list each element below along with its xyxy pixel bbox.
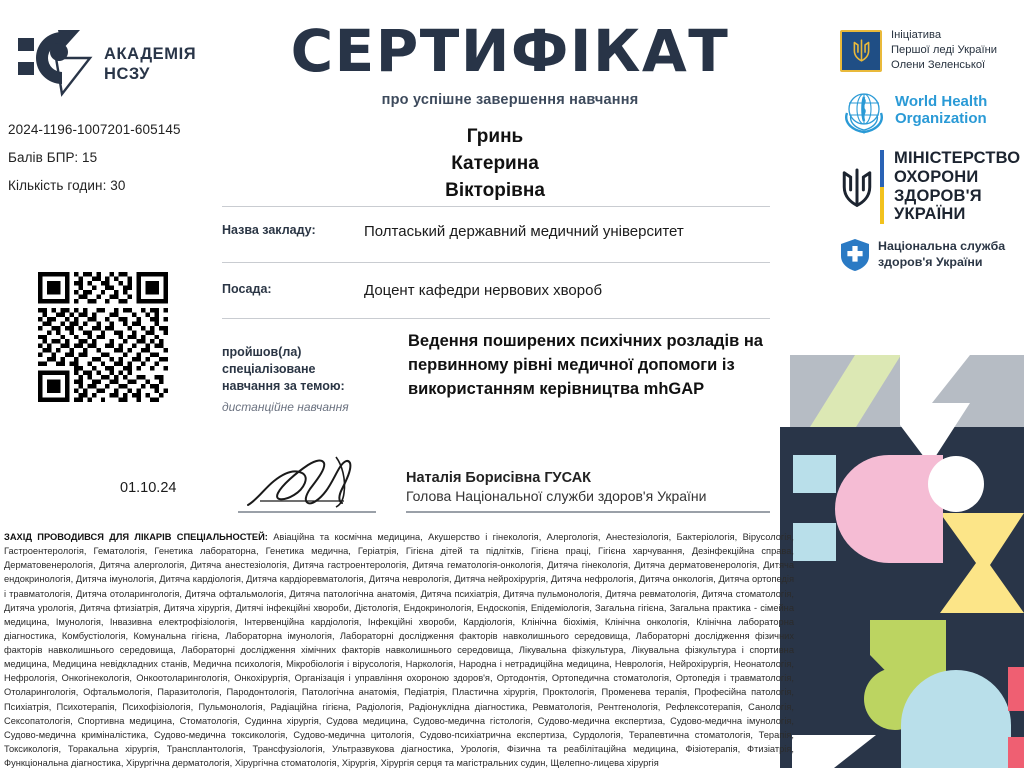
row-institution (222, 222, 782, 242)
row-institution-label: Назва закладу: (222, 223, 316, 237)
logo-moz-line-3: ЗДОРОВ'Я (894, 186, 982, 205)
logo-first-lady-line-1: Ініціатива (891, 29, 942, 41)
topic-value: Ведення поширених психічних розладів на первинному рівні медичної допомоги із використанням керівництва mhGAP (408, 332, 763, 398)
specialties-heading: ЗАХІД ПРОВОДИВСЯ ДЛЯ ЛІКАРІВ СПЕЦІАЛЬНОСТЕЙ: (4, 532, 268, 542)
artwork-white-circle (928, 456, 984, 512)
divider-2 (222, 262, 770, 263)
logo-moz-text (894, 149, 1020, 224)
logo-who-line-2: Organization (895, 110, 987, 127)
moz-flag-divider (880, 150, 884, 224)
recipient-first-name: Катерина (451, 152, 539, 174)
logo-moz-line-4: УКРАЇНИ (894, 205, 966, 224)
tryzub-emblem-icon (840, 30, 882, 72)
academy-mark-icon (18, 28, 96, 98)
certificate-meta (8, 122, 258, 206)
row-institution-value: Полтаський державний медичний університет (364, 223, 684, 240)
specialties-footer (4, 530, 794, 770)
topic-note: дистанційне навчання (222, 400, 349, 415)
recipient-patronymic: Вікторівна (445, 179, 545, 201)
divider-1 (222, 206, 770, 207)
logo-nszu-line-1: Національна служба (878, 239, 1006, 254)
logo-who-text (895, 94, 987, 128)
row-position (222, 281, 782, 301)
qr-code[interactable] (38, 272, 168, 402)
row-position-value: Доцент кафедри нервових хвороб (364, 282, 603, 299)
logo-who-line-1: World Health (895, 93, 988, 111)
artwork-blue-square-1 (793, 455, 836, 493)
signer-role: Голова Національної служби здоров'я України (406, 488, 707, 504)
topic-label-text: пройшов(ла) спеціалізоване навчання за темою: (222, 345, 345, 393)
recipient-name (380, 124, 610, 205)
issue-date: 01.10.24 (120, 480, 177, 496)
academy-logo (18, 28, 197, 100)
artwork-blue-square-2 (793, 523, 836, 561)
academy-line-1: АКАДЕМІЯ (104, 45, 197, 63)
bpr-points: Балів БПР: 15 (8, 150, 98, 165)
moz-tryzub-icon (840, 167, 874, 207)
signature-rule-right (406, 511, 770, 513)
logo-first-lady-initiative (840, 28, 1020, 73)
row-position-label: Посада: (222, 282, 272, 296)
partner-logos (840, 28, 1020, 286)
logo-nszu-text (878, 239, 1005, 271)
logo-nszu (840, 238, 1020, 272)
recipient-last-name: Гринь (466, 126, 524, 147)
decorative-artwork (780, 355, 1024, 768)
logo-moz-line-2: ОХОРОНИ (894, 167, 979, 186)
specialties-list: Авіаційна та космічна медицина, Акушерство і гінекологія, Алергологія, Анестезіологія, Бактеріологія, Вірусологія, Гастроентерологія, Гематологія, Генетика лабораторна, Генетика медична, Геріатрія, Гігієна дітей та підлітків, Гігієна праці, Гігієна харчування, Дезінфекційна справа, Дерматовенерологія, Дитяча алергологія, Дитяча анестезіологія, Дитяча гастроентерологія, Дитяча гематологія-онкологія, Дитяча гінекологія, Дитяча дерматовенерологія, Дитяча ендокринологія, Дитяча імунологія, Дитяча кардіологія, Дитяча кардіоревматологія, Дитяча неврологія, Дитяча нейрохірургія, Дитяча нефрологія, Дитяча онкологія, Дитяча ортопедія і травматологія, Дитяча отоларингологія, Дитяча офтальмологія, Дитяча патологічна анатомія, Дитяча психіатрія, Дитяча пульмонологія, Дитяча ревматологія, Дитяча стоматологія, Дитяча урологія, Дитяча фтизіатрія, Дитяча хірургія, Дитячі інфекційні хвороби, Дієтологія, Ендокринологія, Ендоскопія, Епідеміологія, Загальна гігієна, Загальна практика - сімейна медицина, Імунологія, Інвазивна електрофізіологія, Інтервенційна кардіологія, Інфекційні хвороби, Кардіологія, Клінічна біохімія, Клінічна онкологія, Клінічна лабораторна діагностика, Комбустіологія, Комунальна гігієна, Лабораторна імунологія, Лабораторні дослідження факторів навколишнього середовища, Лабораторні дослідження фізичних факторів навколишнього середовища, Лабораторні дослідження хімічних факторів навколишнього середовища, Лікувальна фізкультура, Лікувальна фізкультура і спортивна медицина, Медицина невідкладних станів, Медична психологія, Мікробіологія і вірусологія, Наркологія, Народна і нетрадиційна медицина, Неврологія, Нейрохірургія, Неонатологія, Нефрологія, Онкогінекологія, Онкоотоларингологія, Онкохірургія, Організація і управління охороною здоров'я, Ортодонтія, Ортопедична стоматологія, Ортопедія і травматологія, Отоларингологія, Офтальмологія, Паразитологія, Пародонтологія, Патологічна анатомія, Педіатрія, Пластична хірургія, Проктологія, Променева терапія, Професійна патологія, Психіатрія, Психотерапія, Психофізіологія, Пульмонологія, Радіаційна гігієна, Радіологія, Радіонуклідна діагностика, Ревматологія, Рентгенологія, Рефлексотерапія, Санологія, Сексопатологія, Спортивна медицина, Стоматологія, Судинна хірургія, Судова медицина, Судово-медична гістологія, Судово-медична експертиза, Судово-медична імунологія, Судово-медична криміналістика, Судово-медична токсикологія, Судово-медична цитологія, Судово-психіатрична експертиза, Сурдологія, Терапевтична стоматологія, Терапія, Токсикологія, Торакальна хірургія, Трансплантологія, Трансфузіологія, Ультразвукова діагностика, Урологія, Фізична та реабілітаційна медицина, Фізіотерапія, Фтизіатрія, Функціональна діагностика, Хірургічна дерматологія, Хірургічна стоматологія, Хірургія, Хірургія серця та магістральних судин, Щелепно-лицева хірургія (4, 532, 794, 768)
divider-3 (222, 318, 770, 319)
certificate-number: 2024-1196-1007201-605145 (8, 122, 181, 137)
shield-cross-icon (840, 238, 870, 272)
signature-icon (240, 455, 380, 511)
topic-label (222, 344, 372, 415)
page-title: СЕРТИФІКАТ (290, 17, 730, 85)
artwork-red-bar-1 (1008, 667, 1024, 711)
logo-nszu-line-2: здоров'я України (878, 255, 983, 270)
academy-logo-text (104, 44, 196, 84)
logo-first-lady-line-3: Олени Зеленської (891, 59, 986, 71)
signature-rule-left (238, 511, 376, 513)
logo-first-lady-line-2: Першої леді України (891, 44, 998, 56)
page-subtitle: про успішне завершення навчання (381, 92, 639, 108)
logo-who (840, 87, 1020, 135)
qr-code-icon (38, 272, 168, 402)
hours-count: Кількість годин: 30 (8, 178, 126, 193)
artwork-red-bar-2 (1008, 737, 1024, 768)
logo-first-lady-text (891, 28, 997, 73)
tryzub-icon (852, 39, 871, 62)
logo-moz (840, 149, 1020, 224)
signer-name: Наталія Борисівна ГУСАК (406, 470, 592, 486)
academy-line-2: НСЗУ (104, 65, 150, 84)
logo-moz-line-1: МІНІСТЕРСТВО (894, 149, 1021, 167)
who-emblem-icon (840, 87, 888, 135)
